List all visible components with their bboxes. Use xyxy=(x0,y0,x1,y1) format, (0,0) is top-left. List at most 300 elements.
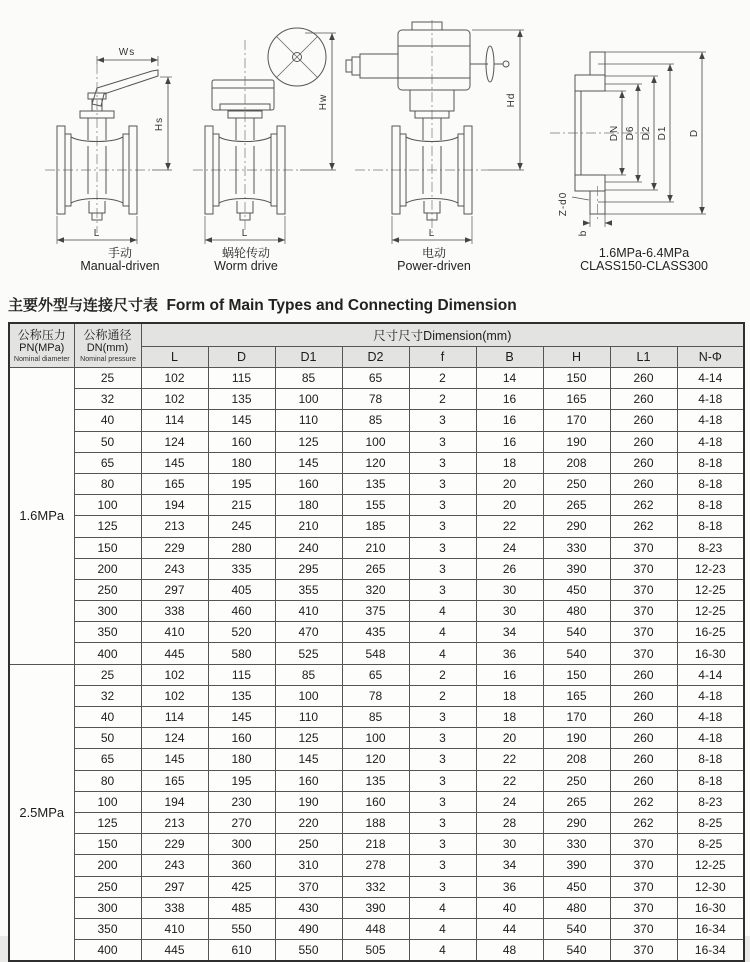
dimension-cell: 8-18 xyxy=(677,749,744,770)
dimension-cell: 8-18 xyxy=(677,495,744,516)
col-header-f: f xyxy=(409,347,476,368)
caption-worm xyxy=(185,247,307,273)
dimension-cell: 194 xyxy=(141,495,208,516)
dimension-cell: 135 xyxy=(342,473,409,494)
dimension-cell: 350 xyxy=(74,918,141,939)
dimension-cell: 250 xyxy=(275,834,342,855)
caption-manual-en: Manual-driven xyxy=(80,259,160,273)
dimension-cell: 260 xyxy=(610,410,677,431)
dimension-cell: 245 xyxy=(208,516,275,537)
dimension-cell: 165 xyxy=(141,473,208,494)
dimension-cell: 3 xyxy=(409,537,476,558)
dimension-cell: 80 xyxy=(74,770,141,791)
dimension-cell: 300 xyxy=(74,601,141,622)
dimension-cell: 12-25 xyxy=(677,855,744,876)
dimension-cell: 145 xyxy=(141,749,208,770)
dimension-cell: 155 xyxy=(342,495,409,516)
dim-label-dn: DN xyxy=(609,124,620,142)
dimension-cell: 300 xyxy=(208,834,275,855)
dimension-cell: 3 xyxy=(409,707,476,728)
dimension-cell: 260 xyxy=(610,728,677,749)
dimension-cell: 150 xyxy=(543,368,610,389)
caption-manual xyxy=(40,247,200,273)
table-row xyxy=(9,622,744,643)
dim-label-l-power: L xyxy=(428,228,436,239)
table-row xyxy=(9,579,744,600)
dimension-cell: 425 xyxy=(208,876,275,897)
dimension-cell: 360 xyxy=(208,855,275,876)
table-row xyxy=(9,812,744,833)
diameter-column-header xyxy=(74,323,141,368)
dimension-cell: 34 xyxy=(476,622,543,643)
dimension-cell: 16-34 xyxy=(677,918,744,939)
dimension-cell: 2 xyxy=(409,389,476,410)
col-header-B: B xyxy=(476,347,543,368)
dimension-cell: 40 xyxy=(476,897,543,918)
dimension-cell: 4-18 xyxy=(677,431,744,452)
dimension-cell: 370 xyxy=(610,579,677,600)
dim-label-l-worm: L xyxy=(241,228,249,239)
table-row xyxy=(9,558,744,579)
dimension-cell: 297 xyxy=(141,876,208,897)
dimension-cell: 165 xyxy=(543,389,610,410)
dimension-cell: 485 xyxy=(208,897,275,918)
dimension-cell: 260 xyxy=(610,749,677,770)
dimension-cell: 30 xyxy=(476,601,543,622)
power-driven-valve-drawing xyxy=(346,20,524,244)
dimension-cell: 290 xyxy=(543,516,610,537)
dim-label-hw: Hw xyxy=(318,93,329,111)
dimension-cell: 50 xyxy=(74,728,141,749)
dimension-cell: 335 xyxy=(208,558,275,579)
dimension-cell: 80 xyxy=(74,473,141,494)
dimension-cell: 14 xyxy=(476,368,543,389)
dimension-cell: 410 xyxy=(141,918,208,939)
caption-power xyxy=(372,247,496,273)
table-row xyxy=(9,918,744,939)
dimension-cell: 150 xyxy=(74,537,141,558)
dimension-cell: 548 xyxy=(342,643,409,664)
dimension-cell: 125 xyxy=(275,431,342,452)
dimension-cell: 8-18 xyxy=(677,473,744,494)
dimension-cell: 229 xyxy=(141,834,208,855)
dimension-cell: 540 xyxy=(543,622,610,643)
table-row xyxy=(9,791,744,812)
dimension-cell: 22 xyxy=(476,770,543,791)
dimension-cell: 265 xyxy=(543,495,610,516)
dimension-cell: 18 xyxy=(476,452,543,473)
dimension-cell: 213 xyxy=(141,516,208,537)
dimension-cell: 4-14 xyxy=(677,664,744,685)
caption-worm-cn: 蜗轮传动 xyxy=(221,246,270,260)
dim-label-l-manual: L xyxy=(93,228,101,239)
dimension-cell: 243 xyxy=(141,855,208,876)
pressure-label: 1.6MPa xyxy=(9,368,74,665)
dimension-cell: 114 xyxy=(141,707,208,728)
dimension-cell: 124 xyxy=(141,728,208,749)
dimension-cell: 470 xyxy=(275,622,342,643)
dim-label-zd0: Z-d0 xyxy=(558,191,569,217)
dimension-cell: 3 xyxy=(409,516,476,537)
dimension-cell: 115 xyxy=(208,664,275,685)
dimension-cell: 4 xyxy=(409,897,476,918)
table-row xyxy=(9,495,744,516)
dimension-cell: 2 xyxy=(409,368,476,389)
dimension-cell: 370 xyxy=(610,897,677,918)
dimension-cell: 410 xyxy=(141,622,208,643)
dimension-cell: 338 xyxy=(141,601,208,622)
dimension-cell: 8-25 xyxy=(677,812,744,833)
dimension-cell: 180 xyxy=(275,495,342,516)
dimension-cell: 3 xyxy=(409,728,476,749)
dimension-cell: 78 xyxy=(342,685,409,706)
dimension-cell: 3 xyxy=(409,431,476,452)
dimension-cell: 3 xyxy=(409,834,476,855)
dimension-cell: 3 xyxy=(409,749,476,770)
dimension-cell: 375 xyxy=(342,601,409,622)
dimension-cell: 25 xyxy=(74,368,141,389)
dimension-cell: 3 xyxy=(409,495,476,516)
col-header-L1: L1 xyxy=(610,347,677,368)
dimension-cell: 370 xyxy=(275,876,342,897)
dimension-cell: 260 xyxy=(610,368,677,389)
dimension-cell: 3 xyxy=(409,812,476,833)
dimension-cell: 190 xyxy=(275,791,342,812)
dimension-cell: 445 xyxy=(141,940,208,962)
dimension-cell: 3 xyxy=(409,770,476,791)
caption-worm-en: Worm drive xyxy=(214,259,278,273)
dimension-cell: 430 xyxy=(275,897,342,918)
dimension-cell: 195 xyxy=(208,473,275,494)
dimension-cell: 215 xyxy=(208,495,275,516)
dimension-cell: 85 xyxy=(275,664,342,685)
dim-label-d1: D1 xyxy=(657,125,668,141)
dimension-cell: 260 xyxy=(610,431,677,452)
dimension-cell: 12-25 xyxy=(677,601,744,622)
dim-label-b: b xyxy=(578,229,589,237)
dimension-cell: 188 xyxy=(342,812,409,833)
dimension-cell: 450 xyxy=(543,579,610,600)
dimension-cell: 24 xyxy=(476,791,543,812)
dimension-cell: 85 xyxy=(275,368,342,389)
dimension-cell: 4 xyxy=(409,622,476,643)
manual-valve-drawing xyxy=(45,47,172,244)
dimension-cell: 390 xyxy=(543,855,610,876)
table-row xyxy=(9,728,744,749)
dimension-cell: 540 xyxy=(543,918,610,939)
dimension-cell: 290 xyxy=(543,812,610,833)
dim-label-d6: D6 xyxy=(625,125,636,141)
dimension-cell: 480 xyxy=(543,601,610,622)
dimension-cell: 24 xyxy=(476,537,543,558)
dimension-cell: 3 xyxy=(409,473,476,494)
dimension-cell: 210 xyxy=(342,537,409,558)
dimension-cell: 100 xyxy=(74,791,141,812)
dimension-cell: 36 xyxy=(476,643,543,664)
dimension-cell: 16 xyxy=(476,389,543,410)
dimension-cell: 16 xyxy=(476,431,543,452)
dimension-span-header: 尺寸尺寸Dimension(mm) xyxy=(141,323,744,347)
dimension-cell: 65 xyxy=(74,749,141,770)
dimension-cell: 400 xyxy=(74,643,141,664)
col-header-D2: D2 xyxy=(342,347,409,368)
dimension-cell: 220 xyxy=(275,812,342,833)
table-row xyxy=(9,749,744,770)
dimension-cell: 102 xyxy=(141,664,208,685)
dimension-cell: 213 xyxy=(141,812,208,833)
dimension-cell: 165 xyxy=(543,685,610,706)
dimension-cell: 4-18 xyxy=(677,728,744,749)
dimension-cell: 3 xyxy=(409,452,476,473)
dimension-cell: 278 xyxy=(342,855,409,876)
dimension-cell: 20 xyxy=(476,495,543,516)
dimension-cell: 100 xyxy=(275,685,342,706)
dimension-cell: 40 xyxy=(74,707,141,728)
table-row xyxy=(9,431,744,452)
dimension-cell: 50 xyxy=(74,431,141,452)
dimension-cell: 160 xyxy=(208,431,275,452)
dimension-cell: 208 xyxy=(543,749,610,770)
table-row xyxy=(9,707,744,728)
dimension-cell: 525 xyxy=(275,643,342,664)
dimension-cell: 4 xyxy=(409,601,476,622)
dimension-cell: 610 xyxy=(208,940,275,962)
dimension-cell: 370 xyxy=(610,643,677,664)
dimension-cell: 194 xyxy=(141,791,208,812)
dimension-cell: 250 xyxy=(543,473,610,494)
dimension-cell: 550 xyxy=(208,918,275,939)
col-header-H: H xyxy=(543,347,610,368)
dimension-cell: 190 xyxy=(543,431,610,452)
dimension-cell: 330 xyxy=(543,537,610,558)
dim-label-d2: D2 xyxy=(641,125,652,141)
dim-label-ws: Ws xyxy=(118,47,136,58)
dimension-cell: 20 xyxy=(476,473,543,494)
dimension-cell: 150 xyxy=(543,664,610,685)
dimension-cell: 370 xyxy=(610,558,677,579)
dimension-cell: 25 xyxy=(74,664,141,685)
dimension-cell: 4 xyxy=(409,643,476,664)
dimension-cell: 8-23 xyxy=(677,791,744,812)
dimension-cell: 160 xyxy=(275,770,342,791)
table-row xyxy=(9,834,744,855)
page-title xyxy=(8,294,748,315)
dimension-cell: 124 xyxy=(141,431,208,452)
dimension-cell: 22 xyxy=(476,749,543,770)
dimension-cell: 32 xyxy=(74,389,141,410)
dimension-cell: 135 xyxy=(208,685,275,706)
dimension-cell: 260 xyxy=(610,389,677,410)
caption-flange xyxy=(558,247,730,273)
dimension-cell: 460 xyxy=(208,601,275,622)
dimension-cell: 12-25 xyxy=(677,579,744,600)
pressure-header-cn: 公称压力 xyxy=(17,328,66,342)
table-row xyxy=(9,876,744,897)
dimension-cell: 200 xyxy=(74,558,141,579)
dimension-cell: 208 xyxy=(543,452,610,473)
dimension-cell: 110 xyxy=(275,410,342,431)
dim-label-hs: Hs xyxy=(154,116,165,132)
dimension-cell: 370 xyxy=(610,601,677,622)
dimension-table-body xyxy=(9,368,744,962)
dimension-cell: 16-34 xyxy=(677,940,744,962)
dimension-cell: 505 xyxy=(342,940,409,962)
dimension-cell: 4 xyxy=(409,918,476,939)
caption-power-cn: 电动 xyxy=(421,246,446,260)
table-row xyxy=(9,685,744,706)
dimension-cell: 34 xyxy=(476,855,543,876)
dimension-cell: 102 xyxy=(141,368,208,389)
table-row xyxy=(9,601,744,622)
dimension-cell: 180 xyxy=(208,749,275,770)
dim-label-d: D xyxy=(689,128,700,138)
caption-manual-cn: 手动 xyxy=(107,246,132,260)
dimension-cell: 280 xyxy=(208,537,275,558)
dimension-cell: 230 xyxy=(208,791,275,812)
dimension-cell: 262 xyxy=(610,791,677,812)
dimension-cell: 85 xyxy=(342,707,409,728)
dimension-cell: 65 xyxy=(74,452,141,473)
dimension-cell: 445 xyxy=(141,643,208,664)
caption-flange-line2: CLASS150-CLASS300 xyxy=(580,259,708,273)
worm-drive-valve-drawing xyxy=(193,28,336,244)
dimension-cell: 150 xyxy=(74,834,141,855)
dimension-cell: 450 xyxy=(543,876,610,897)
dimension-cell: 435 xyxy=(342,622,409,643)
dimension-cell: 520 xyxy=(208,622,275,643)
pressure-header-en: Nominal diameter xyxy=(13,354,70,363)
dimension-cell: 4-18 xyxy=(677,389,744,410)
dimension-cell: 297 xyxy=(141,579,208,600)
dimension-cell: 332 xyxy=(342,876,409,897)
table-row xyxy=(9,368,744,389)
dimension-cell: 125 xyxy=(74,516,141,537)
dimension-cell: 100 xyxy=(275,389,342,410)
dimension-cell: 18 xyxy=(476,685,543,706)
table-row xyxy=(9,516,744,537)
dimension-cell: 26 xyxy=(476,558,543,579)
dimension-cell: 114 xyxy=(141,410,208,431)
table-row xyxy=(9,389,744,410)
dimension-cell: 30 xyxy=(476,579,543,600)
col-header-D: D xyxy=(208,347,275,368)
dimension-cell: 250 xyxy=(74,876,141,897)
diameter-header-unit: DN(mm) xyxy=(86,342,129,354)
dimension-cell: 28 xyxy=(476,812,543,833)
dimension-cell: 20 xyxy=(476,728,543,749)
dimension-cell: 12-30 xyxy=(677,876,744,897)
dimension-cell: 3 xyxy=(409,579,476,600)
dimension-cell: 65 xyxy=(342,664,409,685)
dimension-cell: 260 xyxy=(610,452,677,473)
dimension-cell: 2 xyxy=(409,685,476,706)
dimension-cell: 100 xyxy=(342,728,409,749)
dimension-cell: 32 xyxy=(74,685,141,706)
dimension-cell: 8-18 xyxy=(677,770,744,791)
dimension-cell: 44 xyxy=(476,918,543,939)
dimension-cell: 135 xyxy=(208,389,275,410)
dimension-cell: 390 xyxy=(543,558,610,579)
dimension-cell: 262 xyxy=(610,516,677,537)
dimension-cell: 8-18 xyxy=(677,516,744,537)
diameter-header-cn: 公称通径 xyxy=(83,328,132,342)
dimension-cell: 145 xyxy=(275,452,342,473)
dimension-cell: 410 xyxy=(275,601,342,622)
table-row xyxy=(9,897,744,918)
dimension-cell: 4-14 xyxy=(677,368,744,389)
dimension-cell: 540 xyxy=(543,643,610,664)
dimension-cell: 370 xyxy=(610,834,677,855)
diameter-header-en: Nominal pressure xyxy=(79,354,136,363)
dimension-cell: 8-18 xyxy=(677,452,744,473)
dimension-cell: 4-18 xyxy=(677,707,744,728)
dimension-cell: 16-30 xyxy=(677,643,744,664)
dimension-cell: 265 xyxy=(342,558,409,579)
dimension-cell: 4-18 xyxy=(677,685,744,706)
dimension-table xyxy=(8,322,745,962)
table-row xyxy=(9,410,744,431)
flange-section-drawing xyxy=(550,52,706,236)
dimension-cell: 100 xyxy=(342,431,409,452)
dimension-cell: 355 xyxy=(275,579,342,600)
dimension-cell: 370 xyxy=(610,855,677,876)
dimension-cell: 448 xyxy=(342,918,409,939)
dimension-cell: 3 xyxy=(409,791,476,812)
dimension-cell: 262 xyxy=(610,495,677,516)
dimension-cell: 102 xyxy=(141,685,208,706)
dimension-cell: 295 xyxy=(275,558,342,579)
dimension-cell: 2 xyxy=(409,664,476,685)
dimension-cell: 85 xyxy=(342,410,409,431)
table-row xyxy=(9,855,744,876)
table-row xyxy=(9,643,744,664)
dimension-cell: 580 xyxy=(208,643,275,664)
dimension-cell: 135 xyxy=(342,770,409,791)
dim-label-hd: Hd xyxy=(506,92,517,108)
page-title-en: Form of Main Types and Connecting Dimension xyxy=(166,297,517,314)
dimension-cell: 12-23 xyxy=(677,558,744,579)
dimension-cell: 370 xyxy=(610,537,677,558)
dimension-cell: 390 xyxy=(342,897,409,918)
dimension-cell: 405 xyxy=(208,579,275,600)
dimension-cell: 210 xyxy=(275,516,342,537)
dimension-cell: 260 xyxy=(610,770,677,791)
table-row xyxy=(9,537,744,558)
dimension-cell: 145 xyxy=(208,410,275,431)
pressure-label: 2.5MPa xyxy=(9,664,74,961)
dimension-cell: 310 xyxy=(275,855,342,876)
dimension-cell: 300 xyxy=(74,897,141,918)
dimension-cell: 240 xyxy=(275,537,342,558)
table-row xyxy=(9,452,744,473)
dimension-cell: 550 xyxy=(275,940,342,962)
dimension-cell: 160 xyxy=(342,791,409,812)
dimension-cell: 145 xyxy=(275,749,342,770)
dimension-cell: 160 xyxy=(275,473,342,494)
dimension-cell: 22 xyxy=(476,516,543,537)
dimension-cell: 370 xyxy=(610,918,677,939)
dimension-cell: 78 xyxy=(342,389,409,410)
dimension-cell: 115 xyxy=(208,368,275,389)
caption-power-en: Power-driven xyxy=(397,259,471,273)
dimension-cell: 180 xyxy=(208,452,275,473)
dimension-cell: 8-23 xyxy=(677,537,744,558)
dimension-cell: 185 xyxy=(342,516,409,537)
dimension-cell: 170 xyxy=(543,707,610,728)
pressure-header-unit: PN(MPa) xyxy=(19,342,65,354)
dimension-cell: 3 xyxy=(409,410,476,431)
col-header-D1: D1 xyxy=(275,347,342,368)
